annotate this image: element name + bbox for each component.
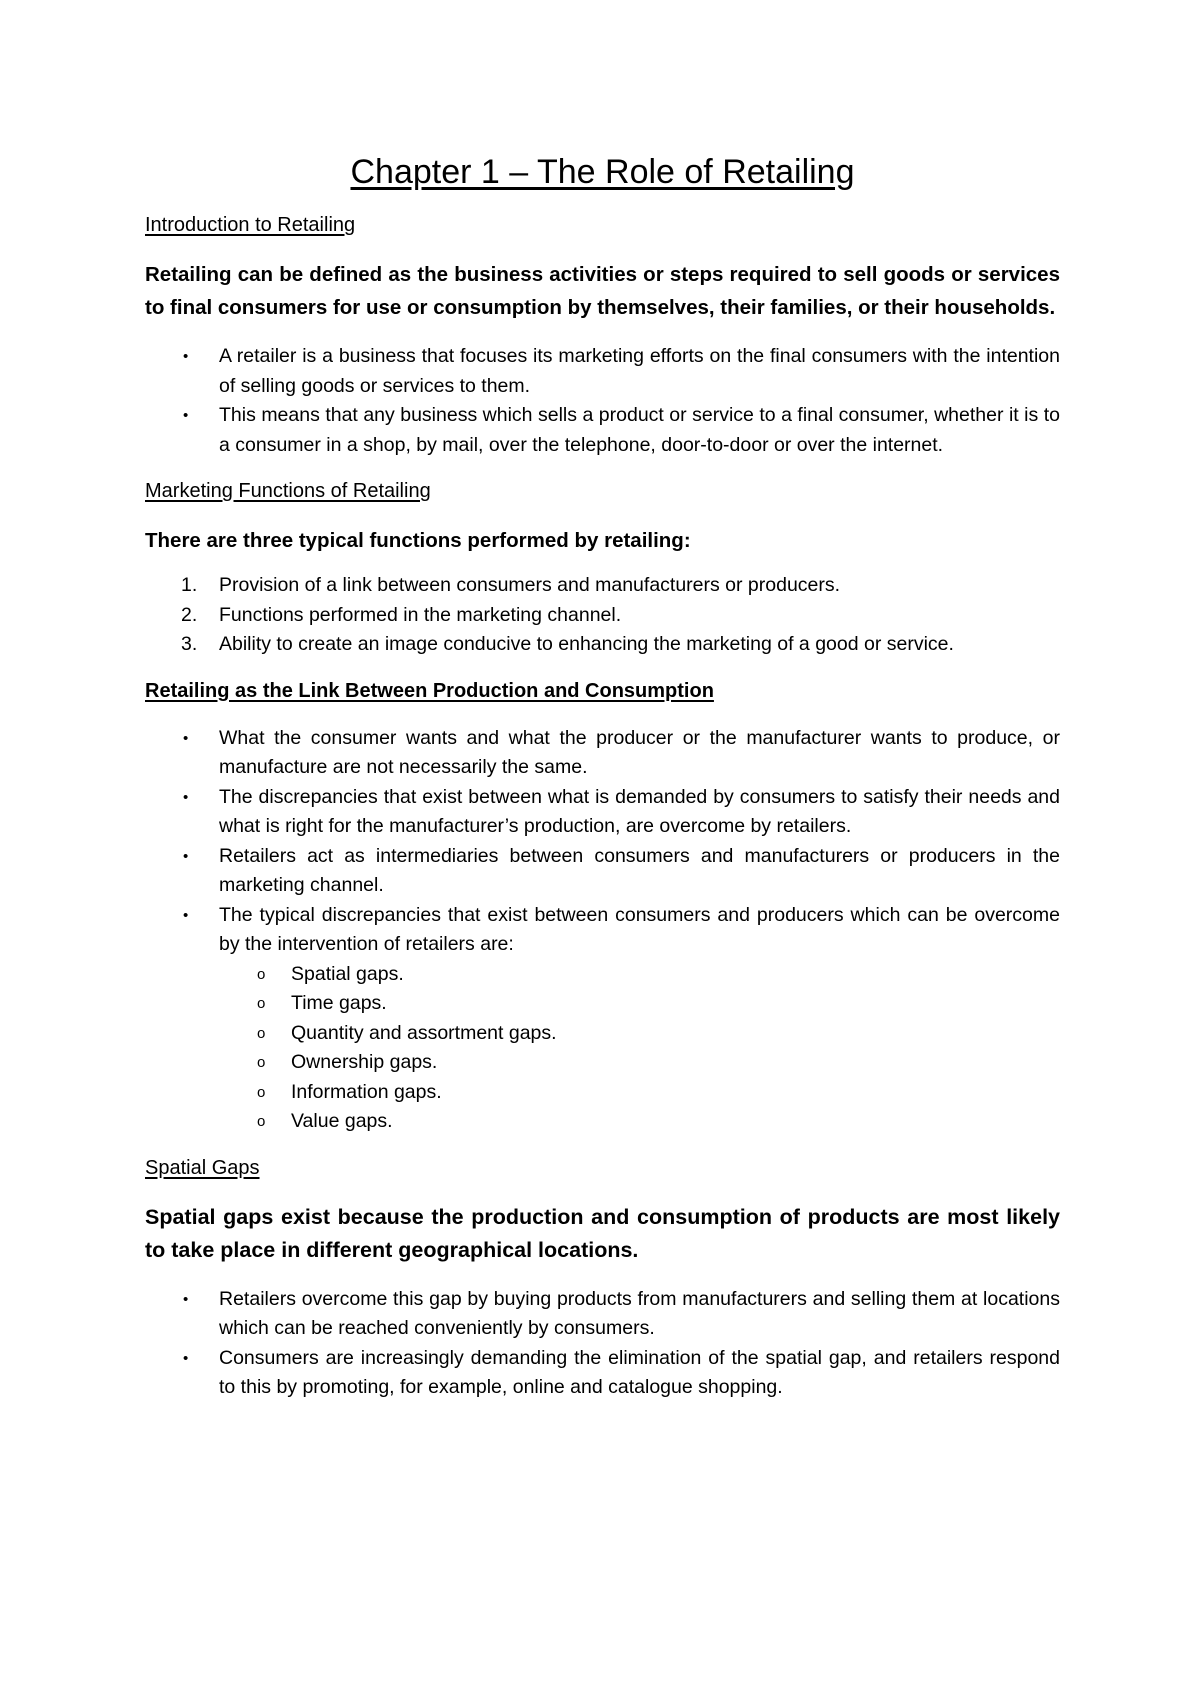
sub-list-item: o Value gaps. [145,1107,1060,1137]
list-item: • What the consumer wants and what the producer or the manufacturer wants to produce, or manufacture are not necessarily the same. [145,724,1060,783]
list-number: 1. [181,574,198,596]
bullet-icon: • [183,1349,189,1367]
sub-list-item: o Information gaps. [145,1078,1060,1108]
sub-list-item: o Spatial gaps. [145,960,1060,990]
list-item: 1. Provision of a link between consumers and manufacturers or producers. [145,571,1060,601]
gaps-sub-list [219,960,1060,1137]
list-item: • The discrepancies that exist between what is demanded by consumers to satisfy their needs and what is right for the manufacturer’s production, are overcome by retailers. [145,783,1060,842]
bullet-icon: • [183,729,189,747]
sub-list-item: o Time gaps. [145,989,1060,1019]
functions-numbered-list [145,571,1060,660]
list-item: • Retailers act as intermediaries between consumers and manufacturers or producers in the marketing channel. [145,842,1060,901]
circle-bullet-icon: o [257,995,266,1012]
list-item: 3. Ability to create an image conducive to enhancing the marketing of a good or service. [145,630,1060,660]
list-item: • Consumers are increasingly demanding the elimination of the spatial gap, and retailers respond to this by promoting, for example, online and catalogue shopping. [145,1344,1060,1403]
definition-paragraph: Retailing can be defined as the business activities or steps required to sell goods or services to final consumers for use or consumption by themselves, their families, or their households. [145,263,1060,319]
document-page [145,150,1060,1419]
section-heading-spatial-gaps: Spatial Gaps [145,1156,260,1179]
sub-list-item: o Quantity and assortment gaps. [145,1019,1060,1049]
section-heading-introduction: Introduction to Retailing [145,214,356,236]
functions-lead-paragraph: There are three typical functions performed by retailing: [145,529,691,552]
list-item: • Retailers overcome this gap by buying products from manufacturers and selling them at locations which can be reached conveniently by consumers. [145,1285,1060,1344]
spatial-bullet-list [145,1285,1060,1403]
bullet-icon: • [183,348,189,365]
section-heading-marketing-functions: Marketing Functions of Retailing [145,480,431,502]
circle-bullet-icon: o [257,1024,266,1042]
circle-bullet-icon: o [257,965,266,983]
bullet-icon: • [183,788,189,806]
sub-list-item: o Ownership gaps. [145,1048,1060,1078]
page-title: Chapter 1 – The Role of Retailing [350,153,855,191]
bullet-icon: • [183,847,189,865]
spatial-lead-paragraph: Spatial gaps exist because the production and consumption of products are most likely to take place in different geographical locations. [145,1204,1060,1262]
link-bullet-list [145,724,1060,1137]
circle-bullet-icon: o [257,1054,266,1071]
list-number: 3. [181,633,198,655]
list-item: • A retailer is a business that focuses its marketing efforts on the final consumers with the intention of selling goods or services to them. [145,342,1060,401]
list-number: 2. [181,603,198,626]
bullet-icon: • [183,1290,189,1308]
section-heading-link: Retailing as the Link Between Production and Consumption [145,679,714,702]
list-item: • This means that any business which sells a product or service to a final consumer, whether it is to a consumer in a shop, by mail, over the telephone, door-to-door or over the internet. [145,401,1060,460]
list-item: • The typical discrepancies that exist between consumers and producers which can be overcome by the intervention of retailers are: o Spatial gaps. o Time gaps. o Quantity and assortment gaps. o Ownership gaps. o Information gaps. o Value gaps. [145,901,1060,1137]
bullet-icon: • [183,906,189,924]
bullet-icon: • [183,407,189,424]
circle-bullet-icon: o [257,1083,266,1101]
circle-bullet-icon: o [257,1113,266,1130]
intro-bullet-list [145,342,1060,460]
list-item: 2. Functions performed in the marketing channel. [145,601,1060,631]
